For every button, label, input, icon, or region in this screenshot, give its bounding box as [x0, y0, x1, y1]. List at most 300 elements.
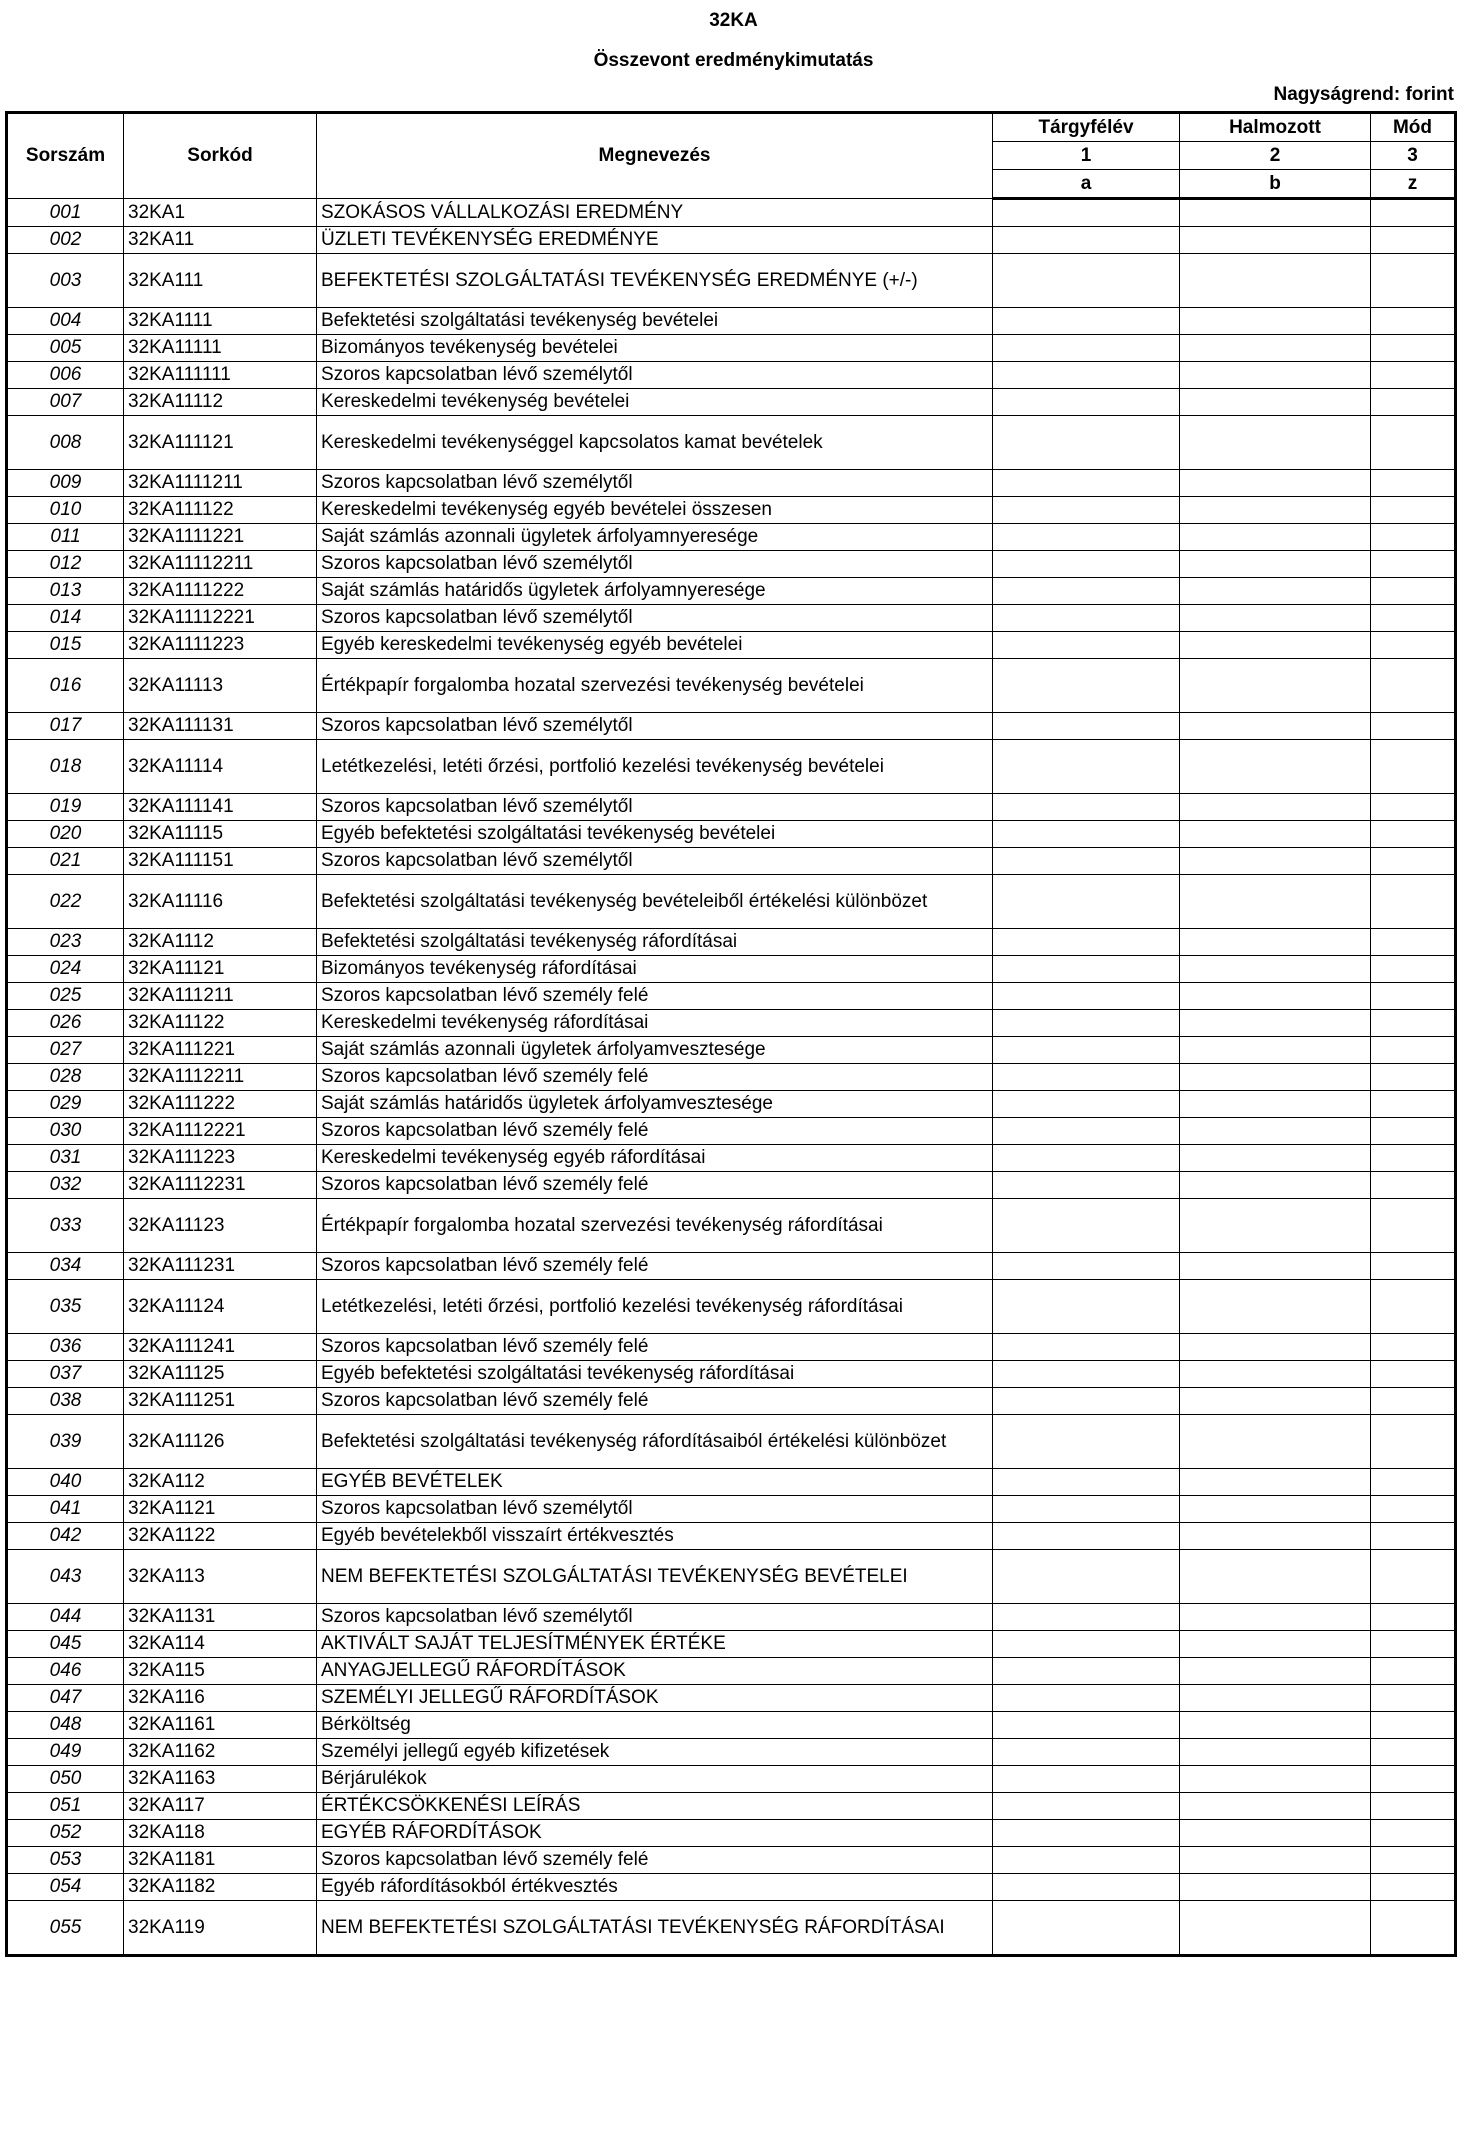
row-name: Befektetési szolgáltatási tevékenység bevételei [317, 308, 993, 335]
value-targyfelev[interactable] [993, 1280, 1180, 1334]
value-halmozott[interactable] [1180, 659, 1371, 713]
value-mod[interactable] [1371, 1280, 1456, 1334]
value-mod[interactable] [1371, 254, 1456, 308]
value-mod[interactable] [1371, 1550, 1456, 1604]
row-name: Szoros kapcsolatban lévő személy felé [317, 1118, 993, 1145]
value-halmozott[interactable] [1180, 956, 1371, 983]
value-halmozott[interactable] [1180, 335, 1371, 362]
value-mod[interactable] [1371, 821, 1456, 848]
value-mod[interactable] [1371, 551, 1456, 578]
value-halmozott[interactable] [1180, 1739, 1371, 1766]
value-mod[interactable] [1371, 389, 1456, 416]
table-row [7, 1199, 1456, 1253]
row-code: 32KA11123 [124, 1199, 317, 1253]
row-number: 027 [7, 1037, 124, 1064]
row-code: 32KA1112211 [124, 1064, 317, 1091]
value-targyfelev[interactable] [993, 1523, 1180, 1550]
value-halmozott[interactable] [1180, 1685, 1371, 1712]
value-mod[interactable] [1371, 1739, 1456, 1766]
value-targyfelev[interactable] [993, 821, 1180, 848]
row-number: 003 [7, 254, 124, 308]
value-targyfelev[interactable] [993, 1496, 1180, 1523]
value-targyfelev[interactable] [993, 389, 1180, 416]
value-targyfelev[interactable] [993, 632, 1180, 659]
row-name: ÜZLETI TEVÉKENYSÉG EREDMÉNYE [317, 227, 993, 254]
value-mod[interactable] [1371, 848, 1456, 875]
value-targyfelev[interactable] [993, 1712, 1180, 1739]
value-halmozott[interactable] [1180, 1847, 1371, 1874]
value-mod[interactable] [1371, 740, 1456, 794]
row-name: ÉRTÉKCSÖKKENÉSI LEÍRÁS [317, 1793, 993, 1820]
value-mod[interactable] [1371, 1388, 1456, 1415]
value-targyfelev[interactable] [993, 1469, 1180, 1496]
row-code: 32KA11 [124, 227, 317, 254]
value-mod[interactable] [1371, 1037, 1456, 1064]
value-targyfelev[interactable] [993, 1091, 1180, 1118]
row-code: 32KA1112231 [124, 1172, 317, 1199]
row-number: 035 [7, 1280, 124, 1334]
value-mod[interactable] [1371, 1469, 1456, 1496]
value-halmozott[interactable] [1180, 1820, 1371, 1847]
table-row [7, 740, 1456, 794]
value-mod[interactable] [1371, 875, 1456, 929]
row-code: 32KA11111 [124, 335, 317, 362]
header-col2-letter: b [1180, 170, 1371, 199]
table-row [7, 1739, 1456, 1766]
value-targyfelev[interactable] [993, 1766, 1180, 1793]
row-number: 023 [7, 929, 124, 956]
row-code: 32KA11112 [124, 389, 317, 416]
page-title: Összevont eredménykimutatás [593, 50, 874, 71]
row-number: 016 [7, 659, 124, 713]
value-halmozott[interactable] [1180, 605, 1371, 632]
value-halmozott[interactable] [1180, 1631, 1371, 1658]
header-col3-number: 3 [1371, 142, 1456, 170]
row-number: 022 [7, 875, 124, 929]
table-row [7, 1685, 1456, 1712]
value-targyfelev[interactable] [993, 470, 1180, 497]
row-number: 055 [7, 1901, 124, 1956]
row-code: 32KA11114 [124, 740, 317, 794]
value-halmozott[interactable] [1180, 1091, 1371, 1118]
value-targyfelev[interactable] [993, 1253, 1180, 1280]
row-code: 32KA111231 [124, 1253, 317, 1280]
row-name: NEM BEFEKTETÉSI SZOLGÁLTATÁSI TEVÉKENYSÉG RÁFORDÍTÁSAI [317, 1901, 993, 1956]
value-mod[interactable] [1371, 983, 1456, 1010]
value-mod[interactable] [1371, 1361, 1456, 1388]
table-row [7, 1334, 1456, 1361]
row-name: SZOKÁSOS VÁLLALKOZÁSI EREDMÉNY [317, 199, 993, 227]
row-number: 005 [7, 335, 124, 362]
row-code: 32KA11126 [124, 1415, 317, 1469]
value-halmozott[interactable] [1180, 848, 1371, 875]
row-name: Szoros kapcsolatban lévő személy felé [317, 1172, 993, 1199]
value-halmozott[interactable] [1180, 470, 1371, 497]
value-mod[interactable] [1371, 1658, 1456, 1685]
value-targyfelev[interactable] [993, 1550, 1180, 1604]
row-name: Saját számlás azonnali ügyletek árfolyamvesztesége [317, 1037, 993, 1064]
value-mod[interactable] [1371, 1064, 1456, 1091]
row-code: 32KA1121 [124, 1496, 317, 1523]
value-mod[interactable] [1371, 659, 1456, 713]
table-row [7, 1658, 1456, 1685]
row-name: Szoros kapcsolatban lévő személy felé [317, 1847, 993, 1874]
value-halmozott[interactable] [1180, 875, 1371, 929]
value-halmozott[interactable] [1180, 1658, 1371, 1685]
value-halmozott[interactable] [1180, 1388, 1371, 1415]
value-mod[interactable] [1371, 1091, 1456, 1118]
row-code: 32KA111121 [124, 416, 317, 470]
value-targyfelev[interactable] [993, 1172, 1180, 1199]
value-halmozott[interactable] [1180, 308, 1371, 335]
value-mod[interactable] [1371, 1118, 1456, 1145]
value-halmozott[interactable] [1180, 1064, 1371, 1091]
value-targyfelev[interactable] [993, 605, 1180, 632]
value-targyfelev[interactable] [993, 578, 1180, 605]
value-halmozott[interactable] [1180, 1415, 1371, 1469]
value-mod[interactable] [1371, 1334, 1456, 1361]
value-halmozott[interactable] [1180, 551, 1371, 578]
row-name: Szoros kapcsolatban lévő személytől [317, 362, 993, 389]
row-code: 32KA1182 [124, 1874, 317, 1901]
table-row [7, 1820, 1456, 1847]
value-mod[interactable] [1371, 1415, 1456, 1469]
value-halmozott[interactable] [1180, 1172, 1371, 1199]
value-targyfelev[interactable] [993, 1874, 1180, 1901]
row-code: 32KA111111 [124, 362, 317, 389]
value-targyfelev[interactable] [993, 1847, 1180, 1874]
value-targyfelev[interactable] [993, 659, 1180, 713]
row-name: ANYAGJELLEGŰ RÁFORDÍTÁSOK [317, 1658, 993, 1685]
value-targyfelev[interactable] [993, 1658, 1180, 1685]
row-number: 053 [7, 1847, 124, 1874]
value-mod[interactable] [1371, 497, 1456, 524]
table-row [7, 1604, 1456, 1631]
row-name: Szoros kapcsolatban lévő személy felé [317, 1388, 993, 1415]
row-number: 032 [7, 1172, 124, 1199]
value-targyfelev[interactable] [993, 740, 1180, 794]
table-row [7, 362, 1456, 389]
value-targyfelev[interactable] [993, 1199, 1180, 1253]
value-halmozott[interactable] [1180, 1037, 1371, 1064]
value-targyfelev[interactable] [993, 1145, 1180, 1172]
value-halmozott[interactable] [1180, 416, 1371, 470]
row-name: Szoros kapcsolatban lévő személytől [317, 848, 993, 875]
value-mod[interactable] [1371, 1523, 1456, 1550]
row-number: 004 [7, 308, 124, 335]
row-name: Bérköltség [317, 1712, 993, 1739]
value-targyfelev[interactable] [993, 416, 1180, 470]
value-targyfelev[interactable] [993, 1415, 1180, 1469]
row-name: Letétkezelési, letéti őrzési, portfolió kezelési tevékenység bevételei [317, 740, 993, 794]
value-halmozott[interactable] [1180, 1604, 1371, 1631]
value-halmozott[interactable] [1180, 199, 1371, 227]
table-row [7, 632, 1456, 659]
row-code: 32KA11113 [124, 659, 317, 713]
row-name: Szoros kapcsolatban lévő személytől [317, 470, 993, 497]
row-name: NEM BEFEKTETÉSI SZOLGÁLTATÁSI TEVÉKENYSÉG BEVÉTELEI [317, 1550, 993, 1604]
value-mod[interactable] [1371, 416, 1456, 470]
row-number: 033 [7, 1199, 124, 1253]
value-mod[interactable] [1371, 956, 1456, 983]
value-halmozott[interactable] [1180, 1793, 1371, 1820]
value-mod[interactable] [1371, 1199, 1456, 1253]
value-mod[interactable] [1371, 524, 1456, 551]
row-name: Értékpapír forgalomba hozatal szervezési tevékenység bevételei [317, 659, 993, 713]
row-number: 041 [7, 1496, 124, 1523]
row-name: SZEMÉLYI JELLEGŰ RÁFORDÍTÁSOK [317, 1685, 993, 1712]
value-mod[interactable] [1371, 308, 1456, 335]
value-targyfelev[interactable] [993, 362, 1180, 389]
value-halmozott[interactable] [1180, 1361, 1371, 1388]
row-number: 047 [7, 1685, 124, 1712]
value-targyfelev[interactable] [993, 848, 1180, 875]
row-number: 045 [7, 1631, 124, 1658]
value-halmozott[interactable] [1180, 740, 1371, 794]
row-number: 008 [7, 416, 124, 470]
table-row [7, 1631, 1456, 1658]
row-number: 028 [7, 1064, 124, 1091]
value-mod[interactable] [1371, 1145, 1456, 1172]
value-halmozott[interactable] [1180, 794, 1371, 821]
row-number: 029 [7, 1091, 124, 1118]
value-halmozott[interactable] [1180, 254, 1371, 308]
row-number: 052 [7, 1820, 124, 1847]
value-mod[interactable] [1371, 470, 1456, 497]
table-row [7, 1037, 1456, 1064]
row-number: 051 [7, 1793, 124, 1820]
row-name: AKTIVÁLT SAJÁT TELJESÍTMÉNYEK ÉRTÉKE [317, 1631, 993, 1658]
value-mod[interactable] [1371, 362, 1456, 389]
row-number: 010 [7, 497, 124, 524]
value-halmozott[interactable] [1180, 362, 1371, 389]
value-mod[interactable] [1371, 1874, 1456, 1901]
value-targyfelev[interactable] [993, 1604, 1180, 1631]
row-name: Kereskedelmi tevékenység bevételei [317, 389, 993, 416]
table-row [7, 1010, 1456, 1037]
value-mod[interactable] [1371, 605, 1456, 632]
value-halmozott[interactable] [1180, 1712, 1371, 1739]
row-code: 32KA1161 [124, 1712, 317, 1739]
value-mod[interactable] [1371, 929, 1456, 956]
value-targyfelev[interactable] [993, 199, 1180, 227]
value-mod[interactable] [1371, 1847, 1456, 1874]
value-targyfelev[interactable] [993, 1064, 1180, 1091]
value-targyfelev[interactable] [993, 713, 1180, 740]
value-mod[interactable] [1371, 713, 1456, 740]
row-number: 006 [7, 362, 124, 389]
value-mod[interactable] [1371, 1766, 1456, 1793]
value-mod[interactable] [1371, 1793, 1456, 1820]
value-halmozott[interactable] [1180, 1496, 1371, 1523]
value-targyfelev[interactable] [993, 254, 1180, 308]
row-number: 019 [7, 794, 124, 821]
value-targyfelev[interactable] [993, 794, 1180, 821]
value-mod[interactable] [1371, 1172, 1456, 1199]
value-targyfelev[interactable] [993, 1793, 1180, 1820]
value-mod[interactable] [1371, 578, 1456, 605]
row-code: 32KA111211 [124, 983, 317, 1010]
value-targyfelev[interactable] [993, 1388, 1180, 1415]
value-halmozott[interactable] [1180, 632, 1371, 659]
value-targyfelev[interactable] [993, 1334, 1180, 1361]
table-row [7, 416, 1456, 470]
row-name: Bérjárulékok [317, 1766, 993, 1793]
row-code: 32KA111122 [124, 497, 317, 524]
table-row [7, 821, 1456, 848]
value-targyfelev[interactable] [993, 1901, 1180, 1956]
row-code: 32KA111 [124, 254, 317, 308]
row-code: 32KA1122 [124, 1523, 317, 1550]
table-row [7, 1388, 1456, 1415]
value-halmozott[interactable] [1180, 578, 1371, 605]
row-code: 32KA111151 [124, 848, 317, 875]
value-halmozott[interactable] [1180, 1874, 1371, 1901]
header-targyfelev: Tárgyfélév [993, 113, 1180, 142]
row-number: 024 [7, 956, 124, 983]
row-name: EGYÉB BEVÉTELEK [317, 1469, 993, 1496]
value-halmozott[interactable] [1180, 1523, 1371, 1550]
table-row [7, 551, 1456, 578]
value-halmozott[interactable] [1180, 1010, 1371, 1037]
row-name: Szoros kapcsolatban lévő személytől [317, 1496, 993, 1523]
value-halmozott[interactable] [1180, 1901, 1371, 1956]
value-targyfelev[interactable] [993, 1361, 1180, 1388]
row-number: 026 [7, 1010, 124, 1037]
row-code: 32KA111131 [124, 713, 317, 740]
table-row [7, 1469, 1456, 1496]
row-name: Befektetési szolgáltatási tevékenység ráfordításai [317, 929, 993, 956]
value-halmozott[interactable] [1180, 1199, 1371, 1253]
value-mod[interactable] [1371, 1253, 1456, 1280]
row-number: 048 [7, 1712, 124, 1739]
income-statement-table [5, 111, 1457, 1957]
row-name: Szoros kapcsolatban lévő személy felé [317, 1334, 993, 1361]
value-targyfelev[interactable] [993, 1739, 1180, 1766]
value-halmozott[interactable] [1180, 1145, 1371, 1172]
value-halmozott[interactable] [1180, 389, 1371, 416]
value-halmozott[interactable] [1180, 1766, 1371, 1793]
table-row [7, 983, 1456, 1010]
table-row [7, 1766, 1456, 1793]
table-row [7, 1172, 1456, 1199]
row-number: 011 [7, 524, 124, 551]
row-code: 32KA111241 [124, 1334, 317, 1361]
value-targyfelev[interactable] [993, 335, 1180, 362]
row-code: 32KA1162 [124, 1739, 317, 1766]
value-halmozott[interactable] [1180, 227, 1371, 254]
value-mod[interactable] [1371, 1010, 1456, 1037]
table-row [7, 1874, 1456, 1901]
value-targyfelev[interactable] [993, 1685, 1180, 1712]
row-code: 32KA11112221 [124, 605, 317, 632]
value-halmozott[interactable] [1180, 929, 1371, 956]
table-row [7, 1415, 1456, 1469]
row-code: 32KA113 [124, 1550, 317, 1604]
row-code: 32KA1131 [124, 1604, 317, 1631]
row-code: 32KA118 [124, 1820, 317, 1847]
value-mod[interactable] [1371, 1820, 1456, 1847]
value-mod[interactable] [1371, 794, 1456, 821]
value-halmozott[interactable] [1180, 983, 1371, 1010]
table-row [7, 1280, 1456, 1334]
value-mod[interactable] [1371, 1712, 1456, 1739]
value-mod[interactable] [1371, 1685, 1456, 1712]
value-mod[interactable] [1371, 199, 1456, 227]
row-code: 32KA1111221 [124, 524, 317, 551]
value-targyfelev[interactable] [993, 308, 1180, 335]
value-targyfelev[interactable] [993, 497, 1180, 524]
row-name: Egyéb ráfordításokból értékvesztés [317, 1874, 993, 1901]
header-mod: Mód [1371, 113, 1456, 142]
value-halmozott[interactable] [1180, 1253, 1371, 1280]
value-halmozott[interactable] [1180, 1280, 1371, 1334]
value-halmozott[interactable] [1180, 497, 1371, 524]
row-name: BEFEKTETÉSI SZOLGÁLTATÁSI TEVÉKENYSÉG EREDMÉNYE (+/-) [317, 254, 993, 308]
value-mod[interactable] [1371, 1604, 1456, 1631]
row-number: 021 [7, 848, 124, 875]
value-halmozott[interactable] [1180, 821, 1371, 848]
table-row [7, 1118, 1456, 1145]
row-number: 002 [7, 227, 124, 254]
row-name: Letétkezelési, letéti őrzési, portfolió kezelési tevékenység ráfordításai [317, 1280, 993, 1334]
row-code: 32KA11124 [124, 1280, 317, 1334]
table-row [7, 848, 1456, 875]
row-number: 031 [7, 1145, 124, 1172]
value-targyfelev[interactable] [993, 227, 1180, 254]
value-halmozott[interactable] [1180, 524, 1371, 551]
header-col1-letter: a [993, 170, 1180, 199]
table-row [7, 875, 1456, 929]
value-mod[interactable] [1371, 1496, 1456, 1523]
value-halmozott[interactable] [1180, 713, 1371, 740]
value-targyfelev[interactable] [993, 929, 1180, 956]
row-number: 043 [7, 1550, 124, 1604]
table-row [7, 470, 1456, 497]
value-targyfelev[interactable] [993, 1118, 1180, 1145]
value-targyfelev[interactable] [993, 956, 1180, 983]
value-mod[interactable] [1371, 1631, 1456, 1658]
value-halmozott[interactable] [1180, 1118, 1371, 1145]
value-mod[interactable] [1371, 335, 1456, 362]
value-targyfelev[interactable] [993, 1631, 1180, 1658]
value-targyfelev[interactable] [993, 1820, 1180, 1847]
value-targyfelev[interactable] [993, 983, 1180, 1010]
row-number: 025 [7, 983, 124, 1010]
row-number: 042 [7, 1523, 124, 1550]
value-mod[interactable] [1371, 632, 1456, 659]
row-code: 32KA111223 [124, 1145, 317, 1172]
value-halmozott[interactable] [1180, 1334, 1371, 1361]
table-row [7, 1847, 1456, 1874]
header-sorkod: Sorkód [124, 113, 317, 199]
value-targyfelev[interactable] [993, 1037, 1180, 1064]
value-targyfelev[interactable] [993, 875, 1180, 929]
table-row [7, 605, 1456, 632]
value-mod[interactable] [1371, 227, 1456, 254]
row-number: 001 [7, 199, 124, 227]
table-body [7, 199, 1456, 1956]
row-code: 32KA111141 [124, 794, 317, 821]
value-halmozott[interactable] [1180, 1469, 1371, 1496]
value-targyfelev[interactable] [993, 551, 1180, 578]
value-mod[interactable] [1371, 1901, 1456, 1956]
table-row [7, 254, 1456, 308]
value-targyfelev[interactable] [993, 524, 1180, 551]
value-halmozott[interactable] [1180, 1550, 1371, 1604]
row-name: Értékpapír forgalomba hozatal szervezési tevékenység ráfordításai [317, 1199, 993, 1253]
value-targyfelev[interactable] [993, 1010, 1180, 1037]
